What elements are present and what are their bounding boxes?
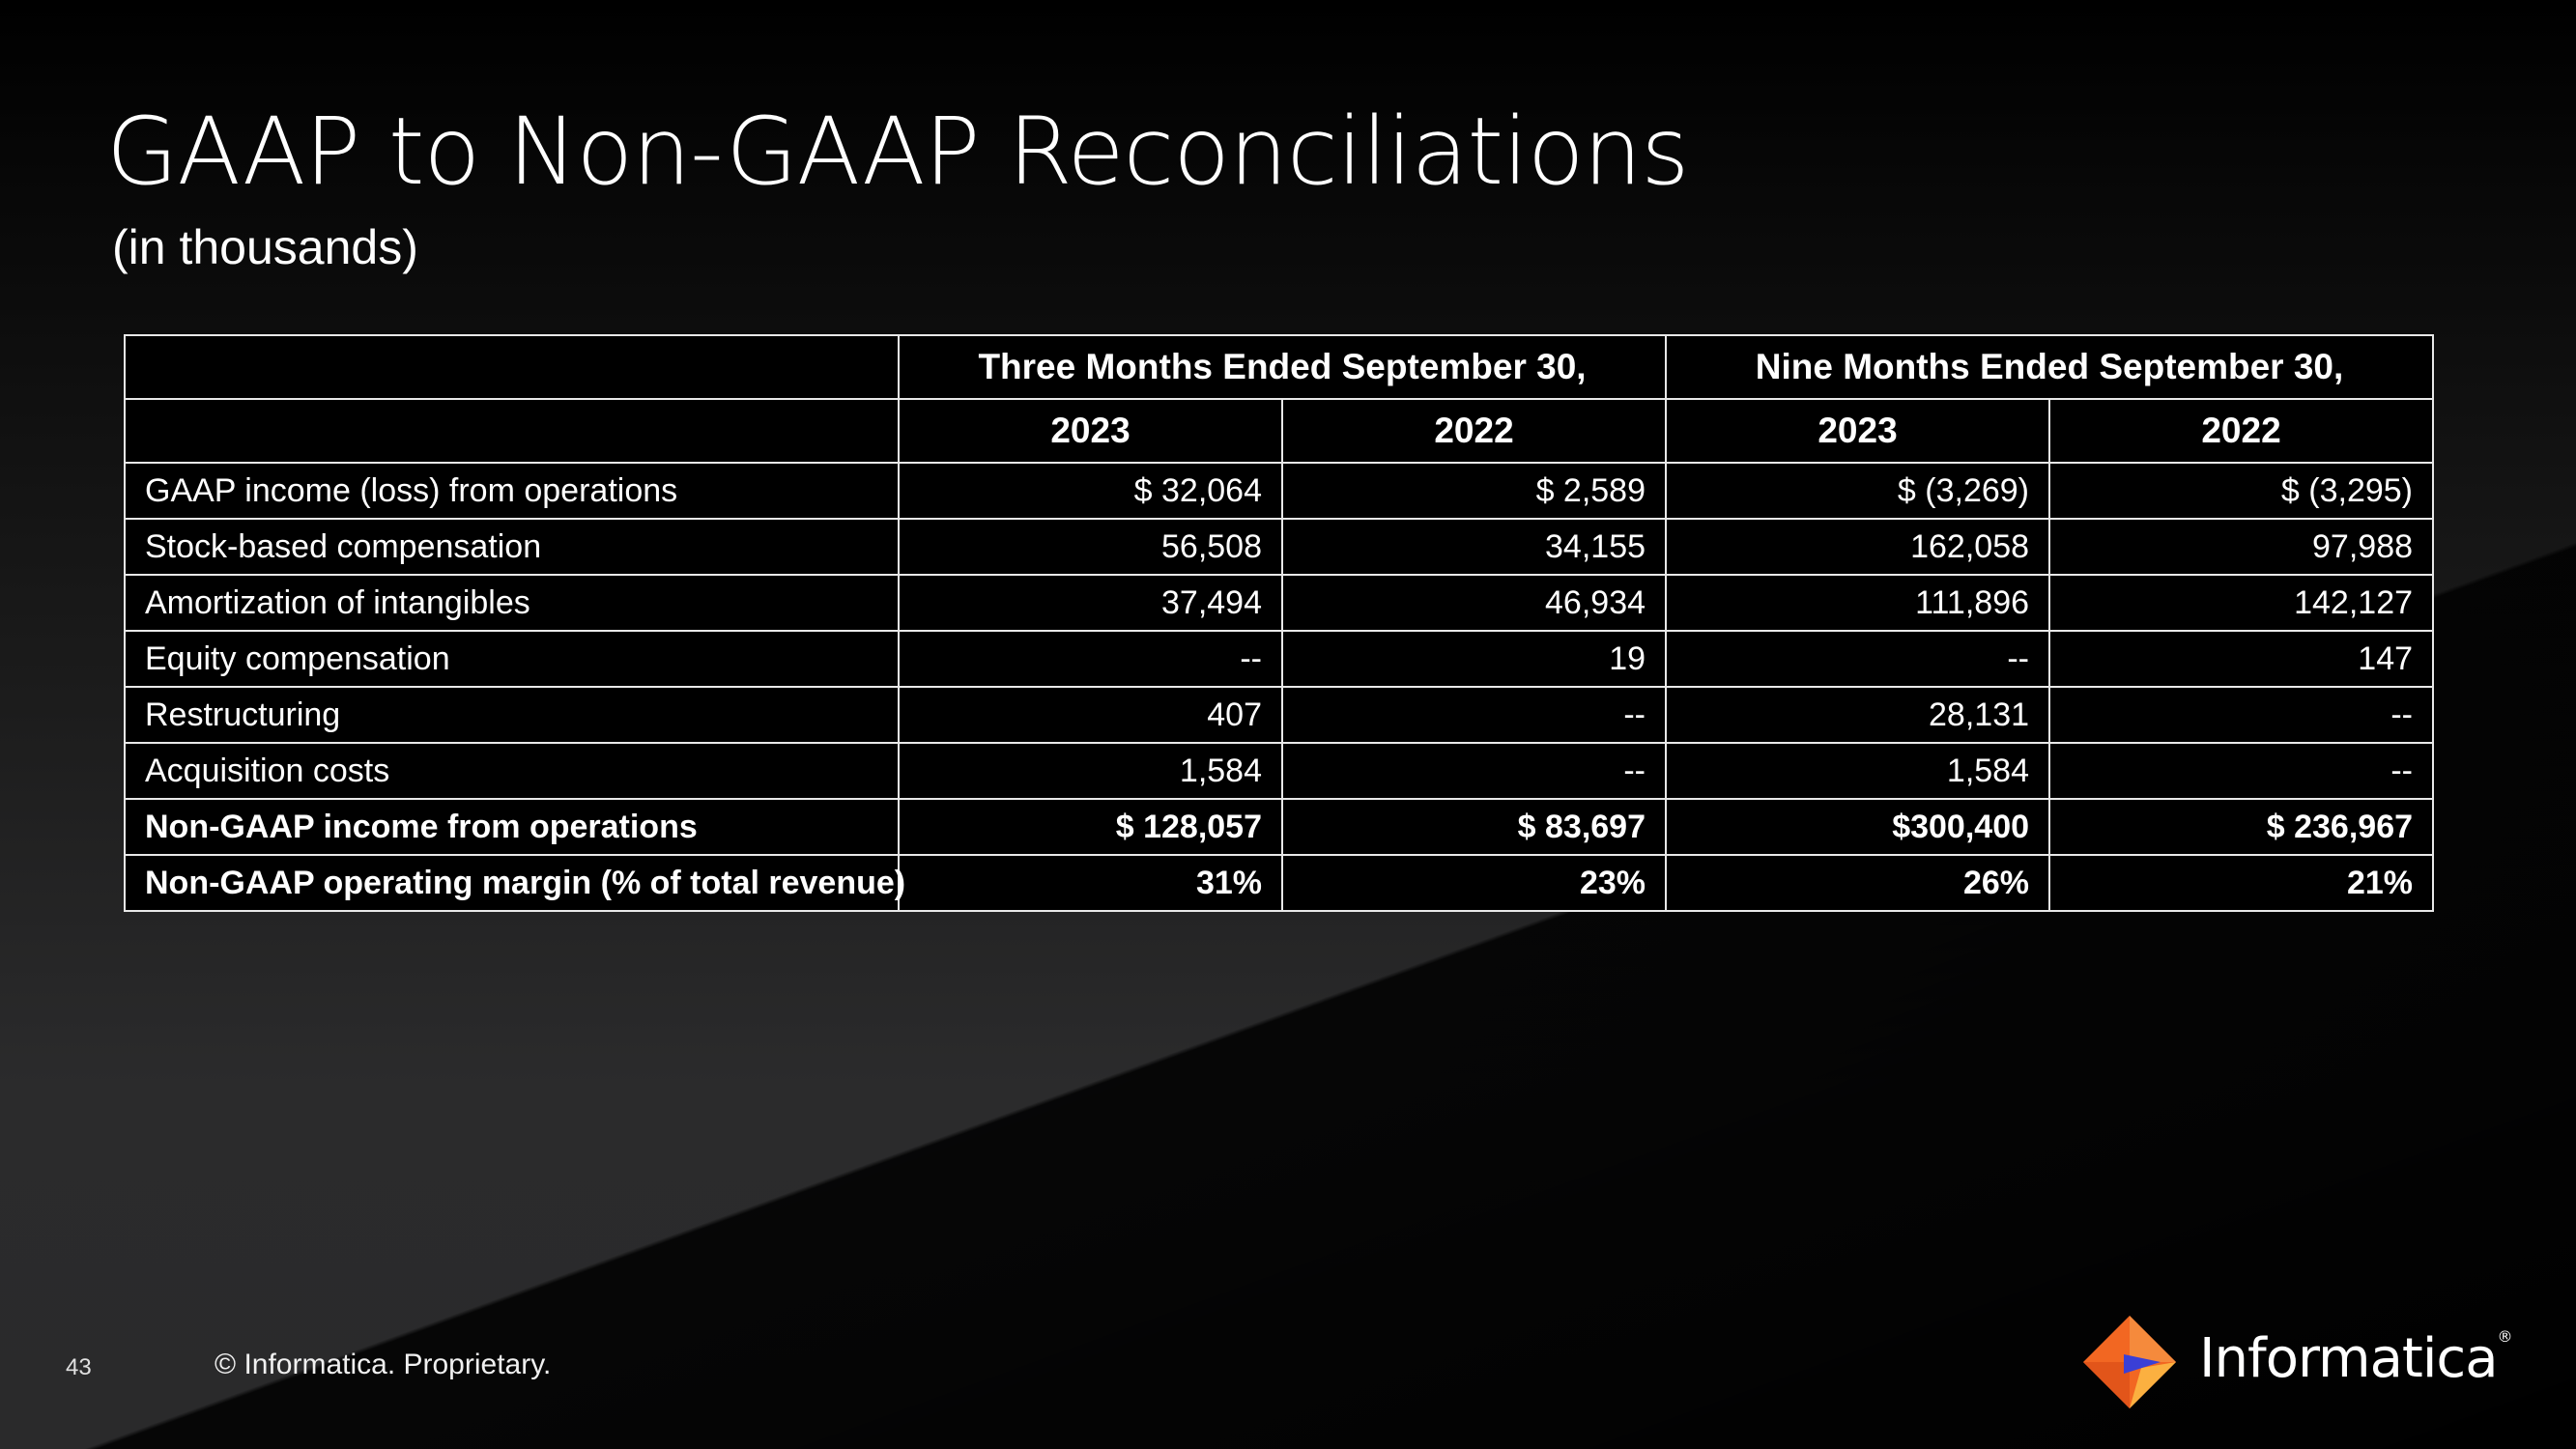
cell-value: $ 32,064: [899, 463, 1282, 519]
slide-subtitle: (in thousands): [112, 220, 418, 274]
cell-value: 21%: [2049, 855, 2433, 911]
reconciliation-table: [124, 334, 2434, 912]
row-label: Non-GAAP income from operations: [125, 799, 899, 855]
cell-value: --: [2049, 687, 2433, 743]
row-label: Amortization of intangibles: [125, 575, 899, 631]
header-year-3m-2023: 2023: [899, 399, 1282, 463]
cell-value: 23%: [1282, 855, 1666, 911]
cell-value: $ 128,057: [899, 799, 1282, 855]
slide-title: GAAP to Non-GAAP Reconciliations: [106, 98, 1689, 206]
cell-value: 407: [899, 687, 1282, 743]
table-row: [125, 519, 2433, 575]
cell-value: 28,131: [1666, 687, 2049, 743]
cell-value: 1,584: [1666, 743, 2049, 799]
table-row-total: [125, 799, 2433, 855]
cell-value: 26%: [1666, 855, 2049, 911]
page-number: 43: [66, 1354, 92, 1380]
table-year-header-row: [125, 399, 2433, 463]
row-label: Acquisition costs: [125, 743, 899, 799]
row-label: Restructuring: [125, 687, 899, 743]
cell-value: 147: [2049, 631, 2433, 687]
cell-value: 111,896: [1666, 575, 2049, 631]
cell-value: 37,494: [899, 575, 1282, 631]
table-row: [125, 743, 2433, 799]
cell-value: 31%: [899, 855, 1282, 911]
cell-value: 46,934: [1282, 575, 1666, 631]
cell-value: --: [2049, 743, 2433, 799]
cell-value: 162,058: [1666, 519, 2049, 575]
cell-value: --: [1282, 687, 1666, 743]
cell-value: 56,508: [899, 519, 1282, 575]
header-year-9m-2022: 2022: [2049, 399, 2433, 463]
cell-value: 19: [1282, 631, 1666, 687]
header-blank-cell: [125, 399, 899, 463]
cell-value: $ 236,967: [2049, 799, 2433, 855]
brand-wordmark: [2199, 1327, 2512, 1390]
copyright-notice: © Informatica. Proprietary.: [215, 1349, 552, 1380]
cell-value: $300,400: [1666, 799, 2049, 855]
cell-value: $ (3,269): [1666, 463, 2049, 519]
header-year-3m-2022: 2022: [1282, 399, 1666, 463]
cell-value: --: [1666, 631, 2049, 687]
informatica-diamond-logo-icon: [2081, 1314, 2178, 1410]
cell-value: 34,155: [1282, 519, 1666, 575]
table-row-margin: [125, 855, 2433, 911]
cell-value: 142,127: [2049, 575, 2433, 631]
cell-value: --: [899, 631, 1282, 687]
table-row: [125, 463, 2433, 519]
table-row: [125, 575, 2433, 631]
brand-name: Informatica: [2199, 1327, 2498, 1390]
table-row: [125, 631, 2433, 687]
header-year-9m-2023: 2023: [1666, 399, 2049, 463]
table-row: [125, 687, 2433, 743]
row-label: Equity compensation: [125, 631, 899, 687]
header-nine-months: Nine Months Ended September 30,: [1666, 335, 2433, 399]
cell-value: $ (3,295): [2049, 463, 2433, 519]
row-label: GAAP income (loss) from operations: [125, 463, 899, 519]
table-group-header-row: [125, 335, 2433, 399]
cell-value: $ 2,589: [1282, 463, 1666, 519]
cell-value: 1,584: [899, 743, 1282, 799]
row-label: Non-GAAP operating margin (% of total revenue): [125, 855, 899, 911]
registered-mark: ®: [2497, 1327, 2512, 1346]
header-blank-cell: [125, 335, 899, 399]
cell-value: 97,988: [2049, 519, 2433, 575]
header-three-months: Three Months Ended September 30,: [899, 335, 1666, 399]
row-label: Stock-based compensation: [125, 519, 899, 575]
cell-value: $ 83,697: [1282, 799, 1666, 855]
cell-value: --: [1282, 743, 1666, 799]
